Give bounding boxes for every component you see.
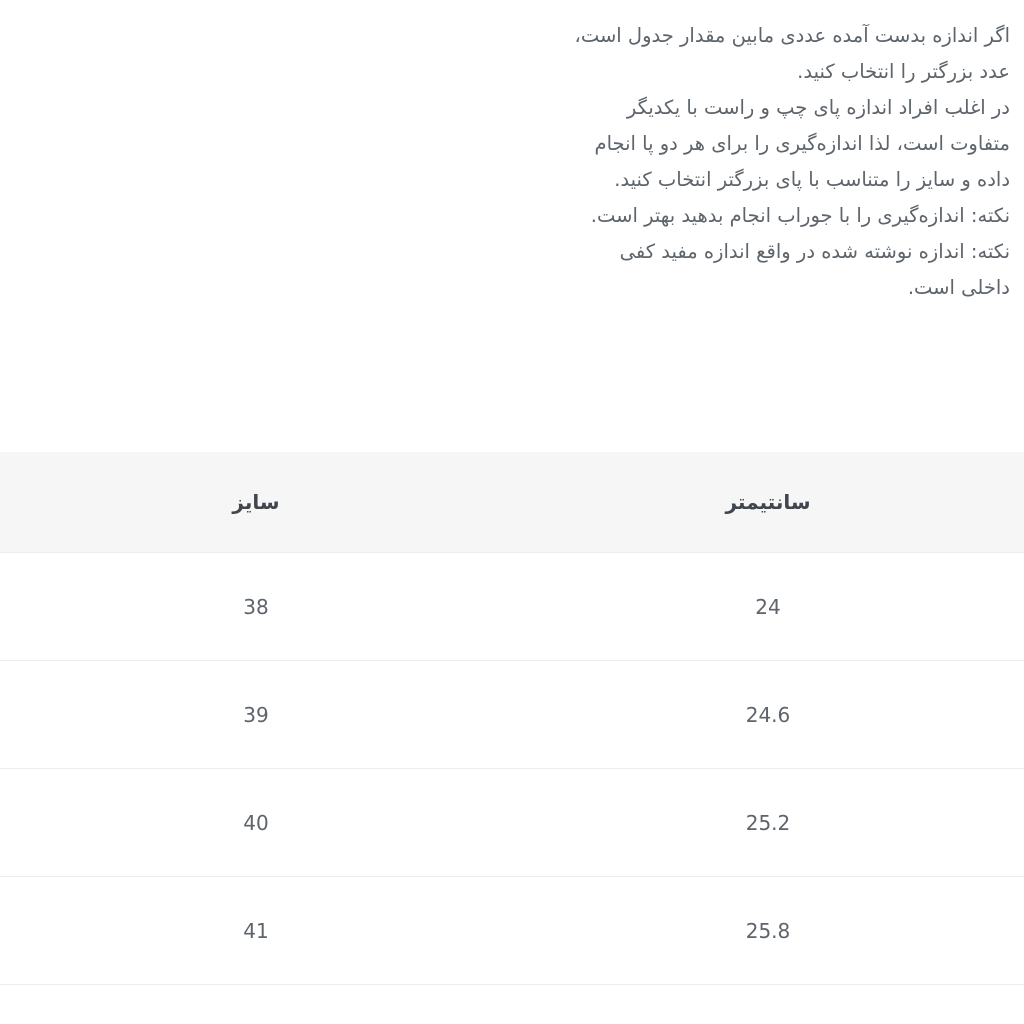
cell-cm: 24	[512, 553, 1024, 661]
cell-size: 40	[0, 769, 512, 877]
size-table-body	[0, 553, 1024, 985]
cell-size: 41	[0, 877, 512, 985]
size-table	[0, 452, 1024, 985]
cell-cm: 24.6	[512, 661, 1024, 769]
note-line: اگر اندازه بدست آمده عددی مابین مقدار جدول است،	[574, 24, 1010, 47]
size-table-container	[0, 452, 1024, 985]
size-table-head	[0, 452, 1024, 553]
table-header-row	[0, 452, 1024, 553]
column-header-cm: سانتیمتر	[512, 452, 1024, 553]
table-row	[0, 661, 1024, 769]
note-line: در اغلب افراد اندازه پای چپ و راست با یکدیگر	[626, 96, 1010, 119]
column-header-size: سایز	[0, 452, 512, 553]
note-line: عدد بزرگتر را انتخاب کنید.	[797, 60, 1010, 83]
measurement-notes	[0, 0, 1024, 306]
cell-size: 38	[0, 553, 512, 661]
note-line: داخلی است.	[907, 276, 1010, 299]
table-row	[0, 553, 1024, 661]
cell-cm: 25.8	[512, 877, 1024, 985]
note-paragraph	[14, 18, 1010, 306]
note-line: نکته: اندازه‌گیری را با جوراب انجام بدهید بهتر است.	[590, 204, 1010, 227]
note-line: نکته: اندازه نوشته شده در واقع اندازه مفید کفی	[619, 240, 1010, 263]
note-line: متفاوت است، لذا اندازه‌گیری را برای هر دو پا انجام	[594, 132, 1010, 155]
cell-size: 39	[0, 661, 512, 769]
note-line: داده و سایز را متناسب با پای بزرگتر انتخاب کنید.	[614, 168, 1010, 191]
table-row	[0, 769, 1024, 877]
table-row	[0, 877, 1024, 985]
cell-cm: 25.2	[512, 769, 1024, 877]
